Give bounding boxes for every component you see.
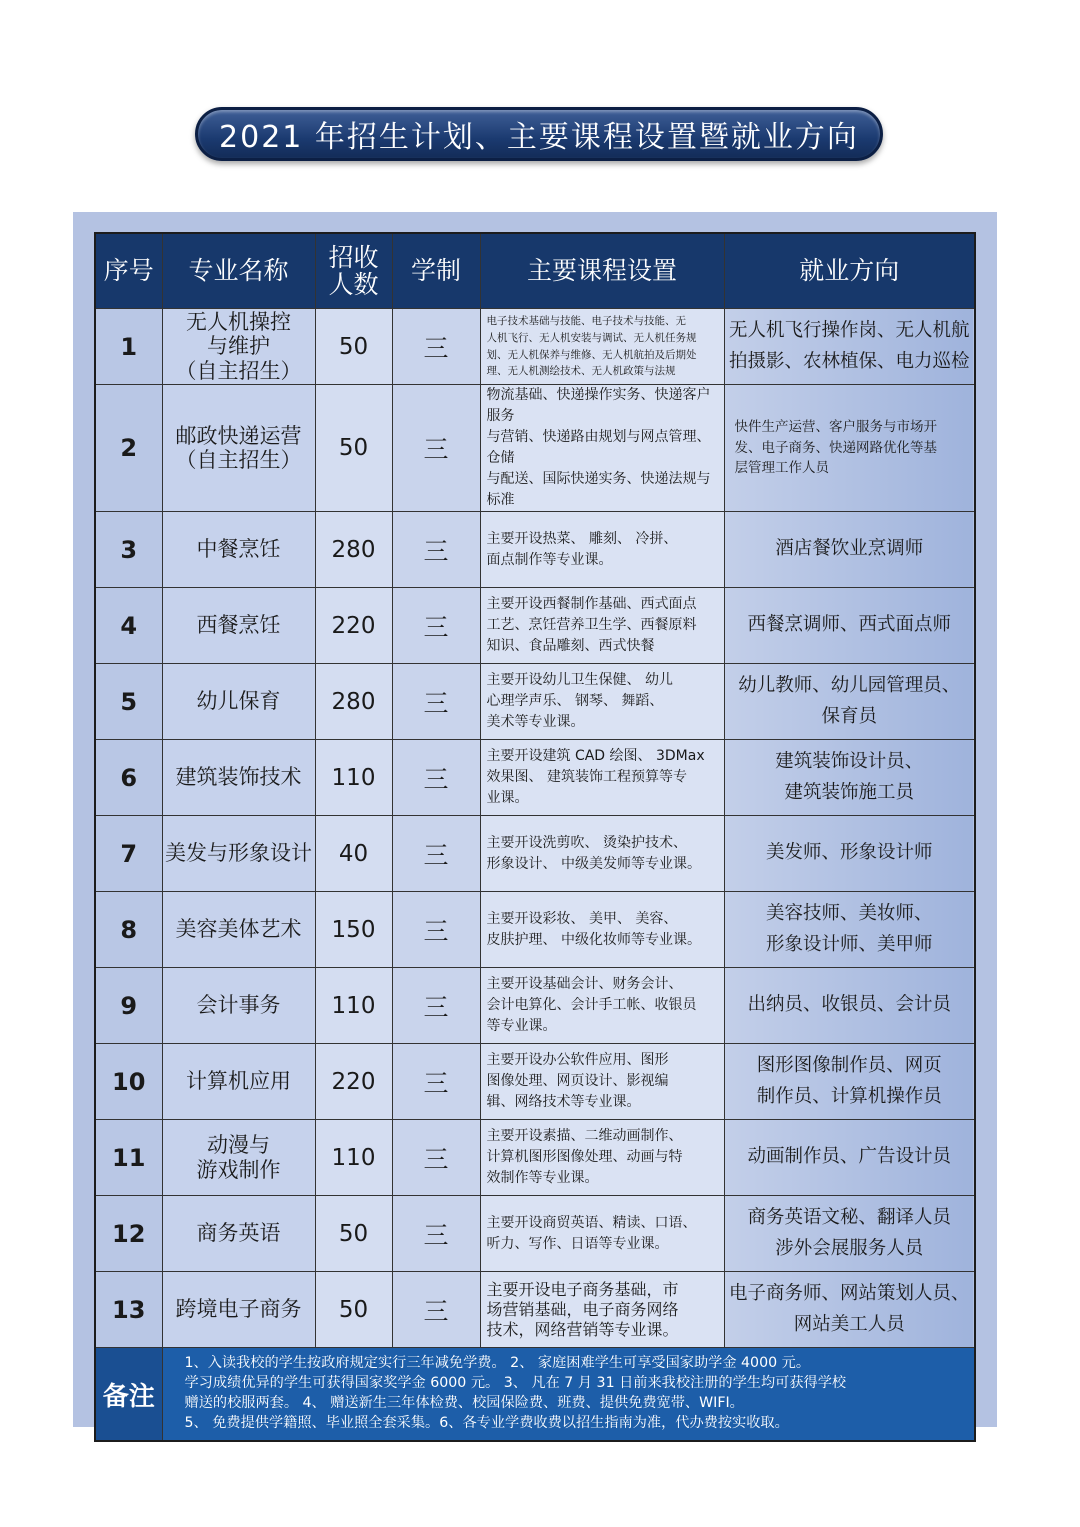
enrollment-count: 50 [315, 1196, 392, 1272]
table-row [95, 1272, 975, 1348]
row-number: 1 [95, 309, 162, 385]
header-no: 序号 [95, 233, 162, 309]
course-line: 人机飞行、无人机安装与调试、无人机任务规 [486, 331, 697, 344]
row-number: 8 [95, 892, 162, 968]
career-direction [724, 512, 975, 588]
header-count [315, 233, 392, 309]
remark-label: 备注 [95, 1348, 162, 1442]
table-row [95, 385, 975, 512]
course-line: 主要开设素描、二维动画制作、 [486, 1128, 683, 1144]
row-number: 4 [95, 588, 162, 664]
major-name-line: 美发与形象设计 [165, 841, 312, 866]
enrollment-count: 50 [315, 1272, 392, 1348]
table-row [95, 816, 975, 892]
main-courses [480, 740, 724, 816]
major-name-line: 游戏制作 [196, 1157, 281, 1182]
main-courses [480, 664, 724, 740]
main-courses [480, 1120, 724, 1196]
career-direction [724, 816, 975, 892]
main-courses [480, 816, 724, 892]
table-row [95, 512, 975, 588]
header-courses: 主要课程设置 [480, 233, 724, 309]
header-name: 专业名称 [162, 233, 315, 309]
enrollment-count: 220 [315, 588, 392, 664]
major-name [162, 588, 315, 664]
row-number: 7 [95, 816, 162, 892]
course-line: 与配送、国际快递实务、快递法规与标准 [486, 471, 711, 508]
enrollment-count: 40 [315, 816, 392, 892]
career-line: 拍摄影、农林植保、电力巡检 [728, 350, 970, 372]
career-line: 涉外会展服务人员 [775, 1237, 924, 1259]
course-line: 主要开设热菜、 雕刻、 冷拼、 [486, 530, 678, 547]
course-line: 主要开设幼儿卫生保健、 幼儿 [486, 672, 673, 688]
main-courses [480, 1272, 724, 1348]
study-years: 三 [392, 968, 480, 1044]
study-years: 三 [392, 588, 480, 664]
header-count-line2: 人数 [328, 270, 379, 299]
course-line: 主要开设建筑 CAD 绘图、 3DMax [486, 748, 705, 764]
table-row [95, 968, 975, 1044]
major-name-line: （自主招生） [175, 358, 302, 383]
major-name-line: 跨境电子商务 [175, 1297, 302, 1322]
career-direction [724, 1196, 975, 1272]
course-line: 理、无人机测绘技术、无人机政策与法规 [486, 365, 676, 378]
major-name [162, 1120, 315, 1196]
remark-line: 5、 免费提供学籍照、毕业照全套采集。6、各专业学费收费以招生指南为准，代办费按实收取。 [184, 1414, 789, 1431]
career-line: 形象设计师、美甲师 [765, 933, 933, 955]
career-direction [724, 309, 975, 385]
career-direction [724, 892, 975, 968]
course-line: 场营销基础，电子商务网络 [486, 1299, 679, 1319]
course-line: 效制作等专业课。 [486, 1170, 599, 1186]
course-line: 主要开设彩妆、 美甲、 美容、 [486, 910, 678, 927]
career-line: 无人机飞行操作岗、无人机航 [728, 319, 970, 341]
table-row [95, 892, 975, 968]
title-banner [195, 107, 883, 161]
career-direction [724, 588, 975, 664]
major-name [162, 1196, 315, 1272]
remark-line: 学习成绩优异的学生可获得国家奖学金 6000 元。 3、 凡在 7 月 31 日前来我校注册的学生均可获得学校 [184, 1375, 847, 1392]
major-name-line: 中餐烹饪 [196, 537, 281, 562]
main-courses [480, 892, 724, 968]
remark-line: 1、入读我校的学生按政府规定实行三年减免学费。 2、 家庭困难学生可享受国家助学金 4000 元。 [184, 1355, 811, 1372]
course-line: 知识、食品雕刻、西式快餐 [486, 638, 655, 654]
table-row [95, 740, 975, 816]
career-line: 层管理工作人员 [734, 460, 829, 477]
main-courses [480, 309, 724, 385]
study-years: 三 [392, 816, 480, 892]
major-name [162, 385, 315, 512]
major-name-line: 与维护 [207, 334, 270, 359]
header-count-line1: 招收 [328, 242, 379, 272]
course-line: 面点制作等专业课。 [486, 551, 613, 568]
study-years: 三 [392, 892, 480, 968]
study-years: 三 [392, 1120, 480, 1196]
study-years: 三 [392, 512, 480, 588]
career-line: 出纳员、收银员、会计员 [747, 994, 951, 1016]
major-name [162, 1044, 315, 1120]
course-line: 心理学声乐、 钢琴、 舞蹈、 [486, 693, 664, 709]
enrollment-count: 110 [315, 968, 392, 1044]
major-name-line: （自主招生） [175, 448, 302, 472]
table-row [95, 1196, 975, 1272]
major-name-line: 建筑装饰技术 [175, 765, 302, 790]
career-direction [724, 385, 975, 512]
header-jobs: 就业方向 [724, 233, 975, 309]
major-name [162, 892, 315, 968]
course-line: 业课。 [486, 790, 529, 806]
header-system: 学制 [392, 233, 480, 309]
enrollment-count: 280 [315, 512, 392, 588]
career-direction [724, 968, 975, 1044]
major-name [162, 512, 315, 588]
major-name [162, 968, 315, 1044]
major-name-line: 无人机操控 [186, 310, 291, 335]
table-header-row [95, 233, 975, 309]
main-courses [480, 1196, 724, 1272]
career-line: 美容技师、美妆师、 [765, 902, 933, 924]
career-direction [724, 1120, 975, 1196]
major-name-line: 会计事务 [196, 993, 281, 1018]
table-row [95, 1044, 975, 1120]
course-line: 主要开设商贸英语、精读、口语、 [486, 1214, 697, 1231]
main-courses [480, 512, 724, 588]
enrollment-count: 150 [315, 892, 392, 968]
course-line: 计算机图形图像处理、动画与特 [486, 1149, 683, 1165]
career-line: 网站美工人员 [793, 1313, 905, 1335]
career-line: 发、电子商务、快递网路优化等基 [734, 439, 937, 456]
course-line: 形象设计、 中级美发师等专业课。 [486, 855, 701, 872]
row-number: 9 [95, 968, 162, 1044]
study-years: 三 [392, 1044, 480, 1120]
career-direction [724, 664, 975, 740]
course-line: 图像处理、网页设计、影视编 [486, 1073, 669, 1089]
course-line: 主要开设洗剪吹、 烫染护技术、 [486, 834, 687, 851]
remark-line: 赠送的校服两套。 4、 赠送新生三年体检费、校园保险费、班费、提供免费宽带、WIFI。 [184, 1395, 744, 1411]
course-line: 工艺、烹饪营养卫生学、西餐原料 [486, 617, 697, 633]
career-line: 建筑装饰施工员 [784, 781, 914, 803]
table-row [95, 309, 975, 385]
table-row [95, 664, 975, 740]
course-line: 划、无人机保养与维修、无人机航拍及后期处 [486, 348, 697, 361]
row-number: 6 [95, 740, 162, 816]
main-courses [480, 588, 724, 664]
career-line: 保育员 [821, 705, 877, 727]
career-line: 美发师、形象设计师 [765, 842, 933, 864]
career-line: 西餐烹调师、西式面点师 [747, 614, 951, 636]
career-direction [724, 740, 975, 816]
row-number: 5 [95, 664, 162, 740]
major-name-line: 美容美体艺术 [175, 917, 302, 942]
table-row [95, 588, 975, 664]
career-line: 电子商务师、网站策划人员、 [728, 1282, 970, 1304]
study-years: 三 [392, 1272, 480, 1348]
row-number: 13 [95, 1272, 162, 1348]
major-name [162, 740, 315, 816]
career-direction [724, 1044, 975, 1120]
career-line: 制作员、计算机操作员 [756, 1085, 942, 1107]
major-name-line: 动漫与 [207, 1133, 270, 1158]
major-name [162, 309, 315, 385]
course-line: 电子技术基础与技能、电子技术与技能、无 [486, 314, 686, 327]
study-years: 三 [392, 309, 480, 385]
career-line: 商务英语文秘、翻译人员 [747, 1206, 951, 1228]
major-name-line: 商务英语 [196, 1221, 281, 1246]
major-name [162, 664, 315, 740]
table-row [95, 1120, 975, 1196]
study-years: 三 [392, 385, 480, 512]
career-line: 酒店餐饮业烹调师 [775, 538, 924, 560]
main-courses [480, 1044, 724, 1120]
career-line: 动画制作员、广告设计员 [747, 1146, 951, 1168]
enrollment-count: 110 [315, 1120, 392, 1196]
row-number: 12 [95, 1196, 162, 1272]
course-line: 听力、写作、日语等专业课。 [486, 1235, 669, 1252]
enrollment-count: 220 [315, 1044, 392, 1120]
enrollment-table [94, 232, 976, 1442]
career-line: 建筑装饰设计员、 [775, 750, 924, 772]
enrollment-count: 50 [315, 385, 392, 512]
enrollment-count: 50 [315, 309, 392, 385]
study-years: 三 [392, 740, 480, 816]
course-line: 与营销、快递路由规划与网点管理、仓储 [486, 429, 711, 466]
page-title: 2021 年招生计划、主要课程设置暨就业方向 [219, 120, 859, 155]
enrollment-count: 110 [315, 740, 392, 816]
course-line: 美术等专业课。 [486, 714, 585, 730]
main-courses [480, 385, 724, 512]
study-years: 三 [392, 664, 480, 740]
career-line: 快件生产运营、客户服务与市场开 [734, 418, 937, 435]
course-line: 效果图、 建筑装饰工程预算等专 [486, 769, 687, 785]
major-name-line: 邮政快递运营 [175, 423, 302, 448]
row-number: 11 [95, 1120, 162, 1196]
major-name-line: 幼儿保育 [196, 689, 281, 714]
row-number: 10 [95, 1044, 162, 1120]
course-line: 物流基础、快递操作实务、快递客户服务 [486, 387, 711, 424]
career-line: 幼儿教师、幼儿园管理员、 [738, 674, 961, 696]
row-number: 3 [95, 512, 162, 588]
career-direction [724, 1272, 975, 1348]
major-name [162, 816, 315, 892]
course-line: 辑、网络技术等专业课。 [486, 1094, 641, 1110]
course-line: 主要开设办公软件应用、图形 [486, 1052, 669, 1068]
enrollment-count: 280 [315, 664, 392, 740]
career-line: 图形图像制作员、网页 [756, 1054, 942, 1076]
major-name-line: 西餐烹饪 [196, 613, 281, 638]
main-courses [480, 968, 724, 1044]
course-line: 皮肤护理、 中级化妆师等专业课。 [486, 931, 701, 948]
course-line: 技术，网络营销等专业课。 [486, 1319, 679, 1339]
row-number: 2 [95, 385, 162, 512]
major-name-line: 计算机应用 [186, 1069, 291, 1094]
remark-row [95, 1348, 975, 1442]
course-line: 主要开设基础会计、财务会计、 [486, 976, 683, 992]
course-line: 会计电算化、会计手工帐、收银员 [486, 997, 697, 1013]
study-years: 三 [392, 1196, 480, 1272]
course-line: 主要开设电子商务基础，市 [486, 1279, 679, 1299]
course-line: 主要开设西餐制作基础、西式面点 [486, 596, 697, 612]
major-name [162, 1272, 315, 1348]
remark-text [162, 1348, 975, 1442]
course-line: 等专业课。 [486, 1018, 557, 1034]
